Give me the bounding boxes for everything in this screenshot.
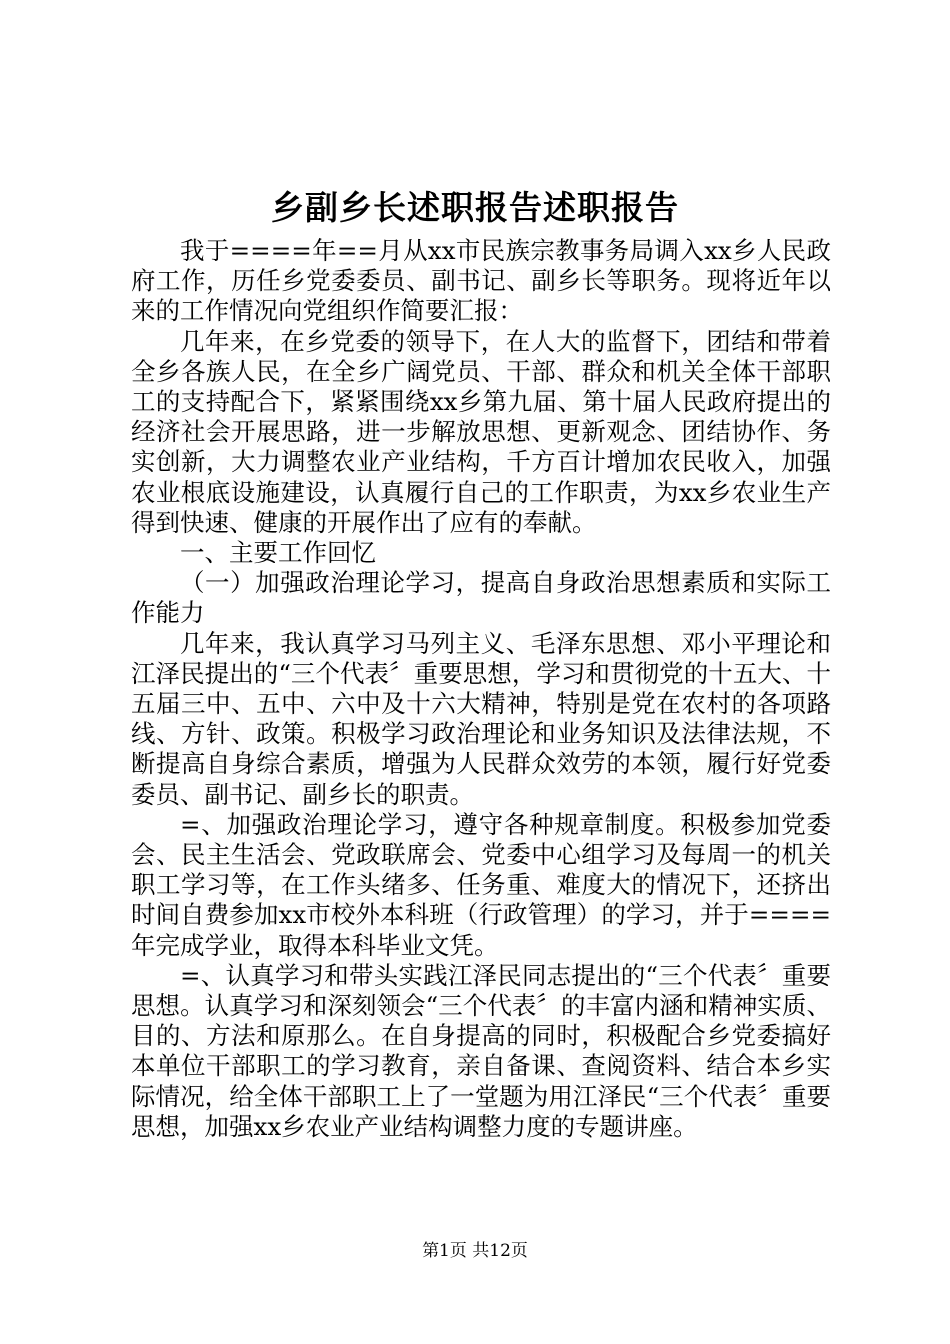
document-body <box>131 236 831 1142</box>
paragraph-overview: 几年来，在乡党委的领导下，在人大的监督下，团结和带着全乡各族人民，在全乡广阔党员、干部、群众和机关全体干部职工的支持配合下，紧紧围绕xx乡第九届、第十届人民政府提出的经济社会开展思路，进一步解放思想、更新观念、团结协作、务实创新，大力调整农业产业结构，千方百计增加农民收入，加强农业根底设施建设，认真履行自己的工作职责，为xx乡农业生产得到快速、健康的开展作出了应有的奉献。 <box>131 326 831 537</box>
section-heading: 一、主要工作回忆 <box>180 538 376 568</box>
page-number: 第1页 共12页 <box>422 1241 528 1261</box>
document-title: 乡副乡长述职报告述职报告 <box>271 188 679 227</box>
paragraph-intro: 我于====年==月从xx市民族宗教事务局调入xx乡人民政府工作，历任乡党委委员、副书记、副乡长等职务。现将近年以来的工作情况向党组织作简要汇报： <box>131 236 831 326</box>
paragraph-rules: =、加强政治理论学习，遵守各种规章制度。积极参加党委会、民主生活会、党政联席会、党委中心组学习及每周一的机关职工学习等，在工作头绪多、任务重、难度大的情况下，还挤出时间自费参加xx市校外本科班（行政管理）的学习，并于====年完成学业，取得本科毕业文凭。 <box>131 809 831 960</box>
paragraph-study: 几年来，我认真学习马列主义、毛泽东思想、邓小平理论和江泽民提出的“三个代表〞重要思想，学习和贯彻党的十五大、十五届三中、五中、六中及十六大精神，特别是党在农村的各项路线、方针、政策。积极学习政治理论和业务知识及法律法规，不断提高自身综合素质，增强为人民群众效劳的本领，履行好党委委员、副书记、副乡长的职责。 <box>131 628 831 809</box>
paragraph-practice: =、认真学习和带头实践江泽民同志提出的“三个代表〞重要思想。认真学习和深刻领会“三个代表〞的丰富内涵和精神实质、目的、方法和原那么。在自身提高的同时，积极配合乡党委搞好本单位干部职工的学习教育，亲自备课、查阅资料、结合本乡实际情况，给全体干部职工上了一堂题为用江泽民“三个代表〞重要思想，加强xx乡农业产业结构调整力度的专题讲座。 <box>131 960 831 1141</box>
subsection-heading: （一）加强政治理论学习，提高自身政治思想素质和实际工作能力 <box>131 568 831 628</box>
